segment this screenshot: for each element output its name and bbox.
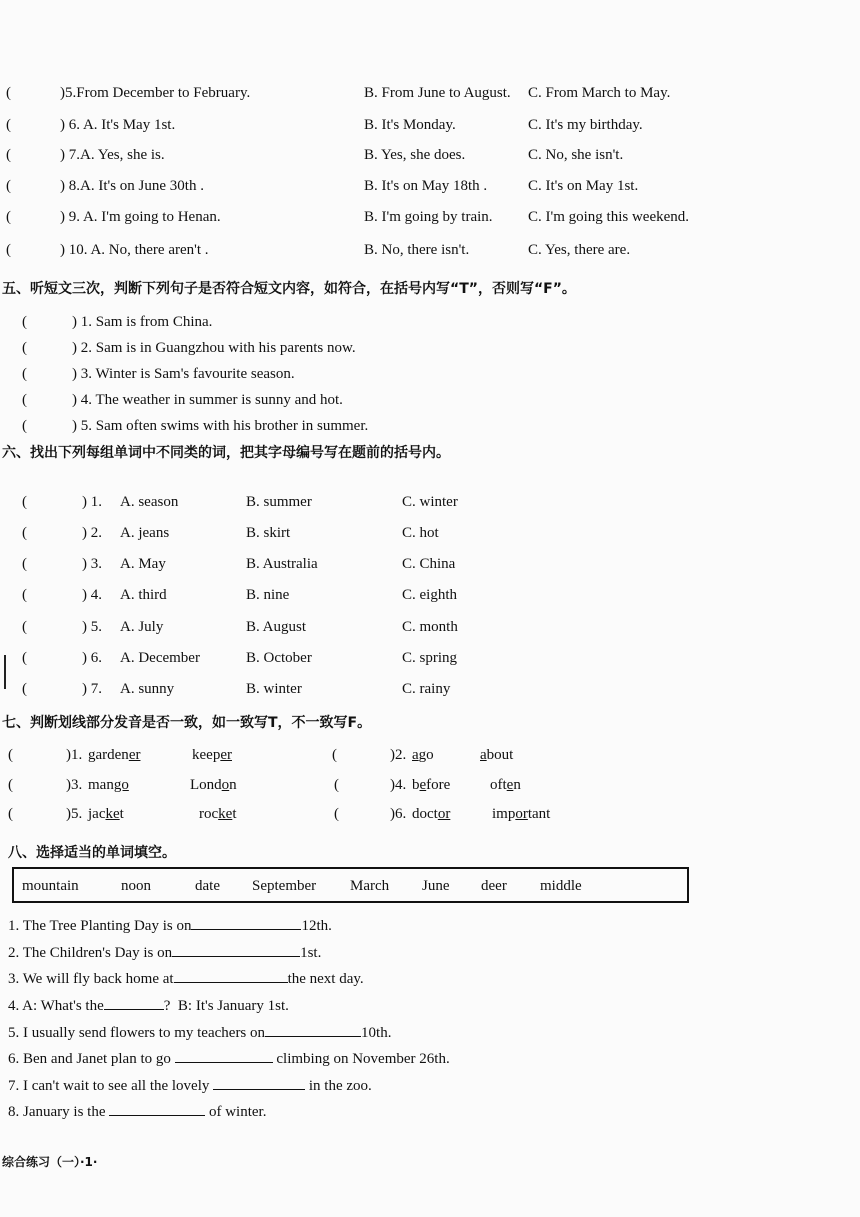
- word: about: [480, 747, 514, 763]
- answer-blank[interactable]: [175, 1050, 273, 1063]
- word: London: [190, 777, 237, 793]
- answer-blank[interactable]: [174, 970, 288, 983]
- word: keeper: [192, 747, 232, 763]
- fill-sentence: 4. A: What's the ? B: It's January 1st.: [8, 998, 289, 1014]
- question-stem: ) 6. A. It's May 1st.: [60, 117, 176, 133]
- question-stem: )5.From December to February.: [60, 85, 251, 101]
- option-a: A. sunny: [120, 681, 175, 697]
- option-a: A. July: [120, 619, 164, 635]
- answer-paren[interactable]: (: [22, 587, 27, 603]
- option-b: B. skirt: [246, 525, 291, 541]
- statement: ) 2. Sam is in Guangzhou with his parents now.: [72, 340, 356, 356]
- fill-sentence: 2. The Children's Day is on 1st.: [8, 945, 322, 961]
- option-b: B. summer: [246, 494, 312, 510]
- option-b: B. It's on May 18th .: [364, 178, 488, 194]
- option-c: C. month: [402, 619, 458, 635]
- item-num: )6.: [390, 806, 407, 822]
- item-num: ) 5.: [82, 619, 102, 635]
- option-c: C. It's on May 1st.: [528, 178, 639, 194]
- item-num: )5.: [66, 806, 83, 822]
- option-c: C. From March to May.: [528, 85, 671, 101]
- option-a: A. season: [120, 494, 179, 510]
- word: jacket: [88, 806, 124, 822]
- answer-paren[interactable]: (: [22, 619, 27, 635]
- question-stem: ) 8.A. It's on June 30th .: [60, 178, 204, 194]
- answer-paren[interactable]: (: [22, 556, 27, 572]
- option-b: B. I'm going by train.: [364, 209, 493, 225]
- item-num: )1.: [66, 747, 83, 763]
- answer-paren[interactable]: (: [22, 650, 27, 666]
- option-c: C. winter: [402, 494, 458, 510]
- section-title-7: 七、判断划线部分发音是否一致，如一致写T，不一致写F。: [2, 715, 372, 731]
- option-c: C. hot: [402, 525, 439, 541]
- answer-paren[interactable]: (: [22, 392, 27, 408]
- option-b: B. August: [246, 619, 307, 635]
- word-bank-item: March: [350, 878, 390, 894]
- option-a: A. December: [120, 650, 200, 666]
- fill-sentence: 3. We will fly back home at the next day.: [8, 971, 364, 987]
- answer-paren[interactable]: (: [22, 314, 27, 330]
- answer-blank[interactable]: [104, 997, 164, 1010]
- item-num: )3.: [66, 777, 83, 793]
- item-num: )4.: [390, 777, 407, 793]
- option-b: B. nine: [246, 587, 290, 603]
- answer-paren[interactable]: (: [22, 494, 27, 510]
- answer-paren[interactable]: (: [332, 747, 337, 763]
- word: often: [490, 777, 521, 793]
- answer-paren[interactable]: (: [8, 806, 13, 822]
- option-b: B. Yes, she does.: [364, 147, 466, 163]
- option-b: B. No, there isn't.: [364, 242, 470, 258]
- answer-blank[interactable]: [213, 1077, 305, 1090]
- item-num: ) 4.: [82, 587, 102, 603]
- answer-paren[interactable]: (: [6, 242, 11, 258]
- answer-paren[interactable]: (: [22, 366, 27, 382]
- question-stem: ) 10. A. No, there aren't .: [60, 242, 209, 258]
- fill-sentence: 8. January is the of winter.: [8, 1104, 267, 1120]
- option-c: C. spring: [402, 650, 458, 666]
- section-title-8: 八、选择适当的单词填空。: [8, 845, 176, 861]
- option-c: C. It's my birthday.: [528, 117, 643, 133]
- option-a: A. May: [120, 556, 166, 572]
- word: ago: [412, 747, 434, 763]
- section-title-6: 六、找出下列每组单词中不同类的词，把其字母编号写在题前的括号内。: [2, 445, 450, 461]
- word: doctor: [412, 806, 451, 822]
- option-b: B. It's Monday.: [364, 117, 456, 133]
- answer-blank[interactable]: [191, 917, 301, 930]
- item-num: )2.: [390, 747, 407, 763]
- answer-paren[interactable]: (: [6, 117, 11, 133]
- answer-blank[interactable]: [109, 1103, 205, 1116]
- word: rocket: [199, 806, 237, 822]
- answer-paren[interactable]: (: [334, 777, 339, 793]
- word-bank-item: date: [195, 878, 220, 894]
- answer-paren[interactable]: (: [6, 147, 11, 163]
- answer-paren[interactable]: (: [6, 178, 11, 194]
- item-num: ) 1.: [82, 494, 102, 510]
- item-num: ) 2.: [82, 525, 102, 541]
- question-stem: ) 7.A. Yes, she is.: [60, 147, 165, 163]
- option-a: A. jeans: [120, 525, 170, 541]
- word-bank-item: mountain: [22, 878, 79, 894]
- scan-mark: [4, 655, 6, 689]
- fill-sentence: 6. Ben and Janet plan to go climbing on November 26th.: [8, 1051, 450, 1067]
- word-bank: [12, 867, 689, 903]
- word: important: [492, 806, 551, 822]
- word-bank-item: deer: [481, 878, 507, 894]
- option-c: C. I'm going this weekend.: [528, 209, 690, 225]
- section-title-5: 五、听短文三次，判断下列句子是否符合短文内容，如符合，在括号内写“T”，否则写“F”。: [2, 281, 576, 297]
- word-bank-item: middle: [540, 878, 582, 894]
- option-c: C. rainy: [402, 681, 451, 697]
- statement: ) 1. Sam is from China.: [72, 314, 213, 330]
- answer-paren[interactable]: (: [8, 747, 13, 763]
- option-b: B. Australia: [246, 556, 318, 572]
- answer-paren[interactable]: (: [22, 681, 27, 697]
- option-b: B. winter: [246, 681, 302, 697]
- answer-blank[interactable]: [265, 1024, 361, 1037]
- word: gardener: [88, 747, 141, 763]
- option-c: C. Yes, there are.: [528, 242, 631, 258]
- option-c: C. China: [402, 556, 456, 572]
- option-c: C. eighth: [402, 587, 457, 603]
- answer-paren[interactable]: (: [334, 806, 339, 822]
- answer-paren[interactable]: (: [6, 85, 11, 101]
- item-num: ) 3.: [82, 556, 102, 572]
- question-stem: ) 9. A. I'm going to Henan.: [60, 209, 221, 225]
- statement: ) 3. Winter is Sam's favourite season.: [72, 366, 295, 382]
- fill-sentence: 7. I can't wait to see all the lovely in the zoo.: [8, 1078, 372, 1094]
- option-b: B. From June to August.: [364, 85, 511, 101]
- word-bank-item: June: [422, 878, 450, 894]
- statement: ) 5. Sam often swims with his brother in summer.: [72, 418, 369, 434]
- word: before: [412, 777, 451, 793]
- item-num: ) 7.: [82, 681, 102, 697]
- answer-paren[interactable]: (: [22, 340, 27, 356]
- option-b: B. October: [246, 650, 312, 666]
- fill-sentence: 1. The Tree Planting Day is on 12th.: [8, 918, 332, 934]
- option-a: A. third: [120, 587, 167, 603]
- answer-paren[interactable]: (: [22, 418, 27, 434]
- fill-sentence: 5. I usually send flowers to my teachers on 10th.: [8, 1025, 392, 1041]
- word-bank-item: September: [252, 878, 317, 894]
- page-footer: 综合练习（一）·1·: [2, 1155, 98, 1169]
- answer-paren[interactable]: (: [8, 777, 13, 793]
- item-num: ) 6.: [82, 650, 102, 666]
- answer-paren[interactable]: (: [22, 525, 27, 541]
- statement: ) 4. The weather in summer is sunny and hot.: [72, 392, 343, 408]
- option-c: C. No, she isn't.: [528, 147, 624, 163]
- answer-blank[interactable]: [172, 944, 300, 957]
- word-bank-item: noon: [121, 878, 151, 894]
- answer-paren[interactable]: (: [6, 209, 11, 225]
- word: mango: [88, 777, 129, 793]
